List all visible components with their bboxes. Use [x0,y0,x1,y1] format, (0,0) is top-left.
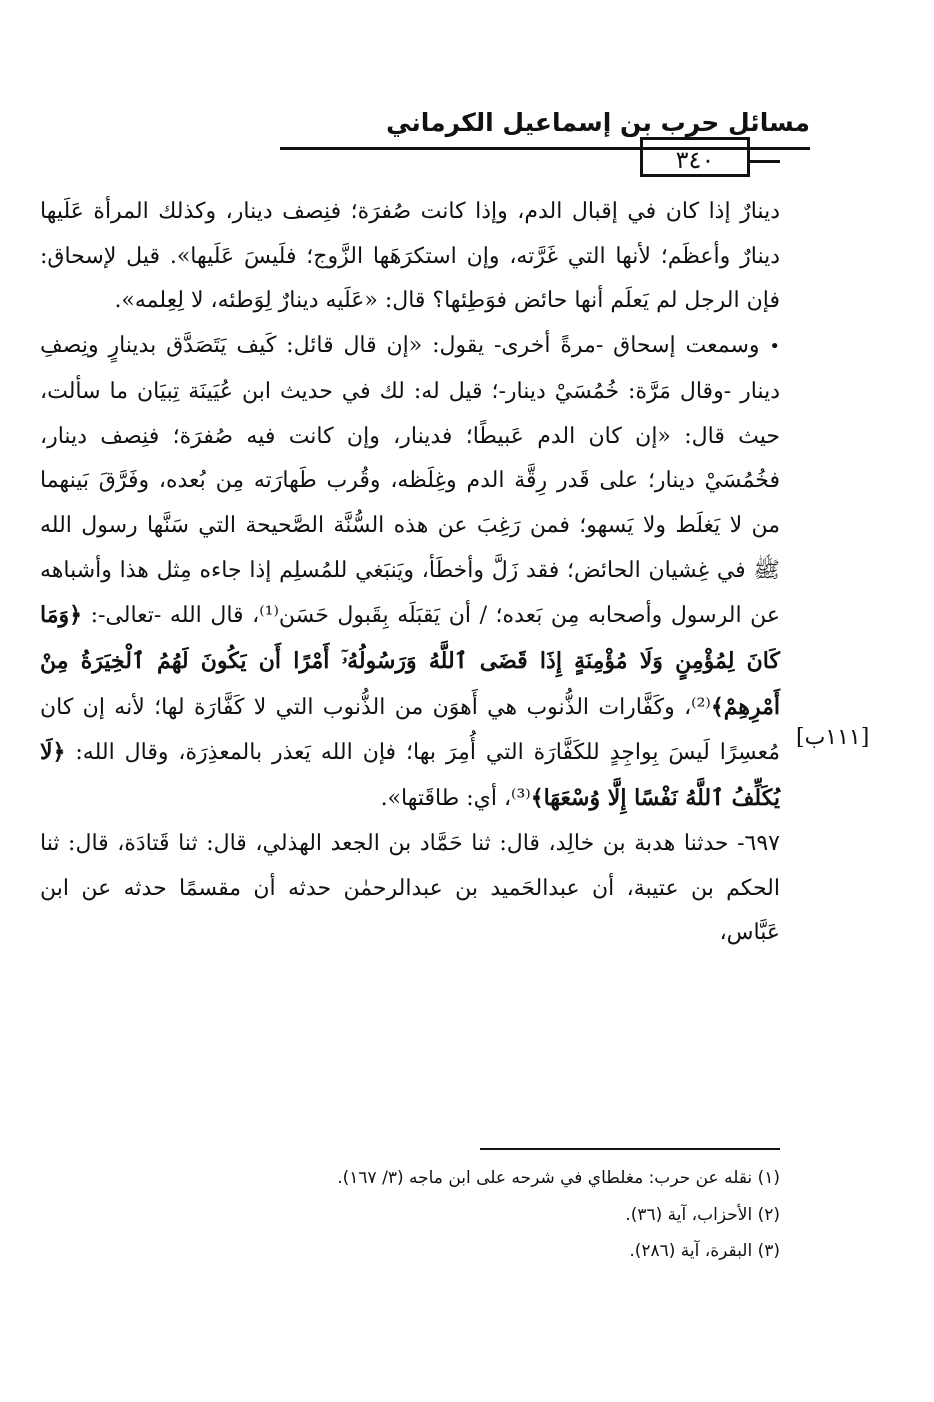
running-title: مسائل حرب بن إسماعيل الكرماني [386,108,810,137]
paragraph-2-text-c: ⁽³⁾، أي: طاقَتها». [380,786,531,812]
manuscript-folio-note: [١١١ب] [796,725,870,750]
paragraph-2-text-b: ⁽²⁾، وكَفَّارات الذُّنوب هي أَهوَن من الذُّنوب التي لا كَفَّارَة لها؛ لأنه إن كان مُعسِرًا لَيسَ بِواجِدٍ للكَفَّارَة التي أُمِرَ بها؛ فإن الله يَعذر بالمعذِرَة، وقال الله: [40,694,780,766]
quran-verse-1: ﴿وَمَا كَانَ لِمُؤْمِنٍ وَلَا مُؤْمِنَةٍ إِذَا قَضَى ٱللَّهُ وَرَسُولُهُۥٓ أَمْرًا أَن يَكُونَ لَهُمُ ٱلْخِيَرَةُ مِنْ أَمْرِهِمْ﴾ [40,602,780,720]
footnote-separator [480,1148,780,1150]
paragraph-2 [40,324,780,822]
page-number: ٣٤٠ [640,137,750,177]
main-text [40,190,780,956]
paragraph-1: دينارٌ إذا كان في إقبال الدم، وإذا كانت صُفرَة؛ فنِصف دينار، وكذلك المرأة عَلَيها دينارٌ وأعظَم؛ لأنها التي غَرَّته، وإن استكرَهَها الزَّوج؛ فلَيسَ عَلَيها». قيل لإسحاق: فإن الرجل لم يَعلَم أنها حائض فوَطِئها؟ قال: «عَلَيه دينارٌ لِوَطئه، لا لِعِلمه». [40,199,780,314]
header-double-rule-top [750,147,780,150]
header-double-rule-bottom [750,160,780,163]
paragraph-2-text-a: وسمعت إسحاق -مرةً أخرى- يقول: «إن قال قائل: كَيف يَتَصَدَّق بدينارٍ ونِصفِ دينار -وقال مَرَّة: خُمُسَيْ دينار-؛ قيل له: لك في حديث ابن عُيَينَة تِبيَان ما سألت، حيث قال: «إن كان الدم عَبيطًا؛ فدينار، وإن كانت فيه صُفرَة؛ فنِصف دينار، فخُمُسَيْ دينار؛ على قَدر رِقَّة الدم وغِلَظه، وقُرب طَهارَته مِن بُعده، وفَرَّقَ بَينهما من لا يَغلَط ولا يَسهو؛ فمن رَغِبَ عن هذه السُّنَّة الصَّحيحة التي سَنَّها رسول الله ﷺ في غِشيان الحائض؛ فقد زَلَّ وأخطَأ، ويَنبَغي للمُسلِم إذا جاءه مِثل هذا وأشباهه عن الرسول وأصحابه مِن بَعده؛ / أن يَقبَلَه بِقَبول حَسَن⁽¹⁾، قال الله -تعالى-: [40,333,780,629]
footnote-2: (٢) الأحزاب، آية (٣٦). [625,1204,780,1225]
footnotes [300,1160,780,1270]
quran-verse-2: ﴿لَا يُكَلِّفُ ٱللَّهُ نَفْسًا إِلَّا وُسْعَهَا﴾ [40,739,780,812]
paragraph-3: ٦٩٧- حدثنا هدبة بن خالِد، قال: ثنا حَمَّاد بن الجعد الهذلي، قال: ثنا قَتادَة، قال: ثنا الحكم بن عتيبة، أن عبدالحَميد بن عبدالرحمٰن حدثه أن مقسمًا حدثه عن ابن عَبَّاس، [40,830,780,946]
footnote-1: (١) نقله عن حرب: مغلطاي في شرحه على ابن ماجه (٣/ ١٦٧). [337,1168,780,1188]
footnote-3: (٣) البقرة، آية (٢٨٦). [629,1241,780,1261]
bullet-marker: • [769,336,780,358]
